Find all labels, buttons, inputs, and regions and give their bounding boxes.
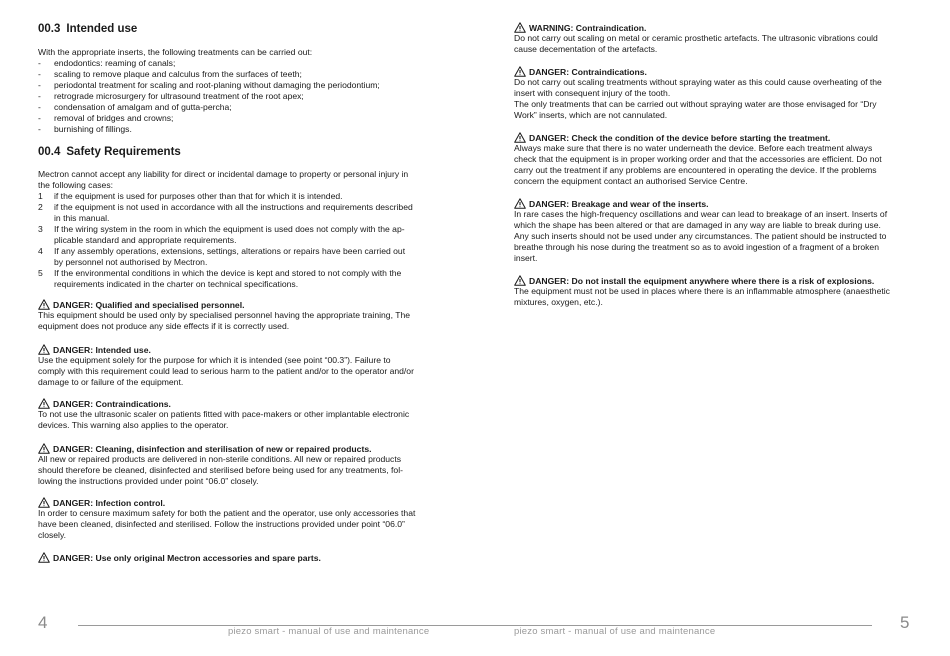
warning-triangle-icon bbox=[514, 66, 526, 77]
bullet-marker: - bbox=[38, 102, 41, 112]
warning-triangle-icon bbox=[38, 398, 50, 409]
danger-body-line: have been cleaned, disinfected and sterilised. Follow the instructions provided under point “06.0” bbox=[38, 519, 405, 529]
safety-intro-line: the following cases: bbox=[38, 180, 113, 190]
danger-body-line: lowing the instructions provided under point “06.0” closely. bbox=[38, 476, 259, 486]
danger-body-line: closely. bbox=[38, 530, 67, 540]
item-text: If any assembly operations, extensions, settings, alterations or repairs have been carried out bbox=[54, 246, 406, 256]
item-number: 1 bbox=[38, 191, 43, 201]
item-text: requirements indicated in the charter on technical specifications. bbox=[54, 279, 299, 289]
warning-triangle-icon bbox=[38, 497, 50, 508]
item-text: plicable standard and appropriate requirements. bbox=[54, 235, 237, 245]
danger-body-line: Do not carry out scaling treatments without spraying water as this could cause overheating of the bbox=[514, 77, 882, 87]
danger-title: DANGER: Cleaning, disinfection and sterilisation of new or repaired products. bbox=[53, 444, 372, 454]
danger-body-line: devices. This warning also applies to the operator. bbox=[38, 420, 229, 430]
danger-body-line: concern the equipment contact an authorised Service Centre. bbox=[514, 176, 748, 186]
danger-title: DANGER: Breakage and wear of the inserts. bbox=[529, 199, 709, 209]
danger-body-line: In order to censure maximum safety for both the patient and the operator, use only accessories that bbox=[38, 508, 416, 518]
bullet-marker: - bbox=[38, 124, 41, 134]
item-number: 3 bbox=[38, 224, 43, 234]
item-text: If the wiring system in the room in which the equipment is used does not comply with the ap- bbox=[54, 224, 405, 234]
footer-title-left: piezo smart - manual of use and maintenance bbox=[228, 626, 430, 637]
warning-triangle-icon bbox=[38, 299, 50, 310]
item-text: if the equipment is not used in accordance with all the instructions and requirements described bbox=[54, 202, 413, 212]
intended-use-intro: With the appropriate inserts, the following treatments can be carried out: bbox=[38, 47, 313, 57]
warning-triangle-icon bbox=[38, 344, 50, 355]
danger-body-line: This equipment should be used only by specialised personnel having the appropriate training, The bbox=[38, 310, 410, 320]
bullet-text: burnishing of fillings. bbox=[54, 124, 132, 134]
danger-body-line: Do not carry out scaling on metal or ceramic prosthetic artefacts. The ultrasonic vibrations could bbox=[514, 33, 878, 43]
item-number: 5 bbox=[38, 268, 43, 278]
danger-title: DANGER: Intended use. bbox=[53, 345, 151, 355]
warning-triangle-icon bbox=[514, 132, 526, 143]
danger-body-line: breathe through his nose during the treatment so as to avoid ingestion of a fragment of a broken bbox=[514, 242, 879, 252]
danger-body-line: check that the equipment is in proper working order and that the accessories are efficient. Do not bbox=[514, 154, 882, 164]
section-title: Safety Requirements bbox=[66, 146, 181, 158]
safety-intro-line: Mectron cannot accept any liability for direct or incidental damage to property or personal injury in bbox=[38, 169, 409, 179]
warning-triangle-icon bbox=[514, 22, 526, 33]
footer-rule bbox=[78, 625, 872, 626]
warning-triangle-icon bbox=[514, 198, 526, 209]
danger-title: DANGER: Check the condition of the device before starting the treatment. bbox=[529, 133, 831, 143]
section-number: 00.4 bbox=[38, 146, 61, 158]
bullet-text: removal of bridges and crowns; bbox=[54, 113, 174, 123]
danger-heading bbox=[38, 552, 321, 564]
bullet-text: endodontics: reaming of canals; bbox=[54, 58, 176, 68]
section-heading-safety bbox=[38, 146, 181, 158]
footer-title-right: piezo smart - manual of use and maintenance bbox=[514, 626, 716, 637]
warning-triangle-icon bbox=[514, 275, 526, 286]
danger-title: DANGER: Do not install the equipment anywhere where there is a risk of explosions. bbox=[529, 276, 875, 286]
section-number: 00.3 bbox=[38, 23, 61, 35]
bullet-text: condensation of amalgam and of gutta-percha; bbox=[54, 102, 232, 112]
danger-title: DANGER: Use only original Mectron accessories and spare parts. bbox=[53, 553, 321, 563]
bullet-marker: - bbox=[38, 58, 41, 68]
bullet-marker: - bbox=[38, 69, 41, 79]
danger-body-line: Work” inserts, which are not cannulated. bbox=[514, 110, 668, 120]
bullet-marker: - bbox=[38, 80, 41, 90]
bullet-marker: - bbox=[38, 91, 41, 101]
danger-body-line: Use the equipment solely for the purpose for which it is intended (see point “00.3”). Failure to bbox=[38, 355, 391, 365]
bullet-marker: - bbox=[38, 113, 41, 123]
danger-body-line: should therefore be cleaned, disinfected and sterilised before being used for any treatments, fol- bbox=[38, 465, 403, 475]
page-number-left: 4 bbox=[38, 613, 48, 632]
danger-body-line: mixtures, oxygen, etc.). bbox=[514, 297, 603, 307]
warning-triangle-icon bbox=[38, 443, 50, 454]
danger-title: DANGER: Infection control. bbox=[53, 498, 166, 508]
danger-body-line: To not use the ultrasonic scaler on patients fitted with pace-makers or other implantable electronic bbox=[38, 409, 410, 419]
danger-body-line: The equipment must not be used in places where there is an inflammable atmosphere (anaesthetic bbox=[514, 286, 890, 296]
danger-title: DANGER: Qualified and specialised personnel. bbox=[53, 300, 245, 310]
danger-body-line: The only treatments that can be carried out without spraying water are those envisaged for “Dry bbox=[514, 99, 877, 109]
item-number: 2 bbox=[38, 202, 43, 212]
bullet-text: scaling to remove plaque and calculus from the surfaces of teeth; bbox=[54, 69, 302, 79]
danger-title: WARNING: Contraindication. bbox=[529, 23, 647, 33]
bullet-text: retrograde microsurgery for ultrasound treatment of the root apex; bbox=[54, 91, 304, 101]
danger-body-line: insert with consequent injury of the tooth. bbox=[514, 88, 671, 98]
item-text: by personnel not authorised by Mectron. bbox=[54, 257, 208, 267]
danger-title: DANGER: Contraindications. bbox=[53, 399, 171, 409]
danger-body-line: equipment does not produce any side effects if it is correctly used. bbox=[38, 321, 290, 331]
page-number-right: 5 bbox=[900, 613, 910, 632]
danger-body-line: Always make sure that there is no water underneath the device. Before each treatment always bbox=[514, 143, 873, 153]
danger-title: DANGER: Contraindications. bbox=[529, 67, 647, 77]
section-title: Intended use bbox=[66, 23, 138, 35]
item-text: if the equipment is used for purposes other than that for which it is intended. bbox=[54, 191, 343, 201]
warning-triangle-icon bbox=[38, 552, 50, 563]
item-text: in this manual. bbox=[54, 213, 110, 223]
danger-body-line: cause decementation of the artefacts. bbox=[514, 44, 658, 54]
danger-body-line: In rare cases the high-frequency oscillations and wear can lead to breakage of an insert. Inserts of bbox=[514, 209, 888, 219]
item-text: If the environmental conditions in which the device is kept and stored to not comply with the bbox=[54, 268, 402, 278]
danger-body-line: which the shape has been altered or that are damaged in any way are liable to break during use. bbox=[514, 220, 881, 230]
danger-body-line: insert. bbox=[514, 253, 538, 263]
section-heading-intended-use bbox=[38, 23, 137, 35]
danger-body-line: All new or repaired products are delivered in non-sterile conditions. All new or repaired products bbox=[38, 454, 402, 464]
danger-body-line: Any such inserts should not be used under any circumstances. The patient should be instructed to bbox=[514, 231, 887, 241]
danger-body-line: damage to or failure of the equipment. bbox=[38, 377, 184, 387]
danger-body-line: comply with this requirement could lead to serious harm to the patient and/or to the operator and/or bbox=[38, 366, 414, 376]
bullet-text: periodontal treatment for scaling and root-planing without damaging the periodontium; bbox=[54, 80, 380, 90]
item-number: 4 bbox=[38, 246, 43, 256]
danger-body-line: carry out the treatment if any problems are encountered in operating the device. If the problems bbox=[514, 165, 877, 175]
